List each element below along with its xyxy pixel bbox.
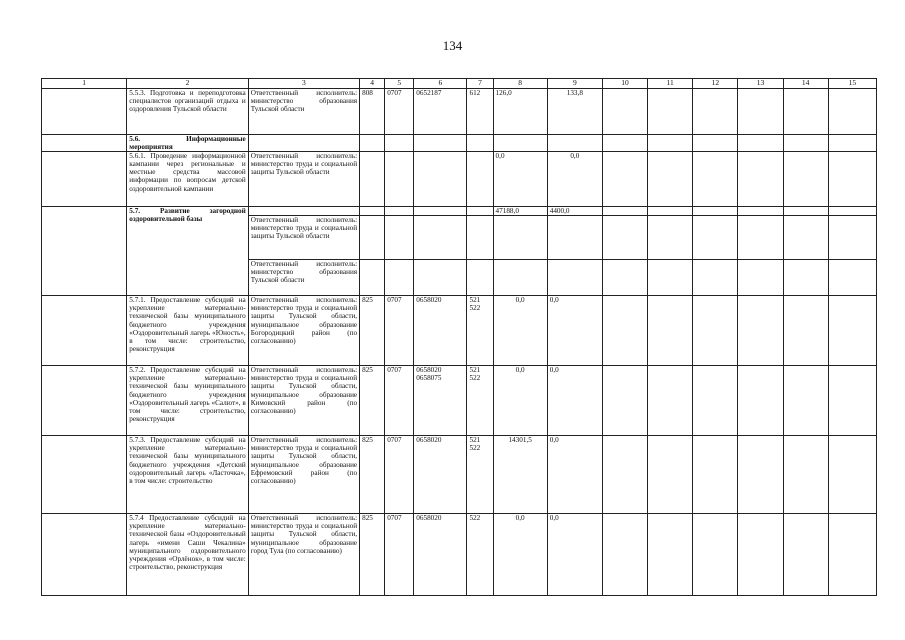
cell-c9: 4400,0: [547, 207, 602, 216]
cell-c4: 825: [360, 436, 385, 514]
item-cell: 5.6.1. Проведение информационной кампании через региональные и местные средства массовой информации по вопросам детской оздоровительной кампании: [127, 152, 248, 207]
cell-c5: 0707: [385, 366, 414, 436]
header-cell: 6: [414, 79, 467, 89]
executor-cell: Ответственный исполнитель: министерство труда и социальной защиты Тульской области, муниципальное образование Ефремовский район (по согласованию): [248, 436, 359, 514]
header-cell: 4: [360, 79, 385, 89]
cell-c8: 0,0: [493, 514, 547, 596]
cell-c4: 825: [360, 366, 385, 436]
header-row: [42, 79, 877, 89]
item-cell: 5.7.2. Предоставление субсидий на укрепление материально-технической базы муниципального бюджетного учреждения «Оздоровительный лагерь «Салют», в том числе: строительство, реконструкция: [127, 366, 248, 436]
cell-c4: 825: [360, 514, 385, 596]
header-cell: 11: [648, 79, 693, 89]
table-row: [42, 152, 877, 207]
cell-c7: 612: [467, 89, 493, 135]
cell-c5: 0707: [385, 514, 414, 596]
executor-cell: Ответственный исполнитель: министерство труда и социальной защиты Тульской области, муниципальное образование город Тула (по согласованию): [248, 514, 359, 596]
cell-c4: 825: [360, 296, 385, 366]
header-cell: 7: [467, 79, 493, 89]
cell-c8: 0,0: [493, 366, 547, 436]
item-cell: 5.5.3. Подготовка и переподготовка специалистов организаций отдыха и оздоровления Тульской области: [127, 89, 248, 135]
table-row: [42, 514, 877, 596]
cell-c6: 0652187: [414, 89, 467, 135]
table-row: [42, 135, 877, 152]
cell-c9: 133,8: [547, 89, 602, 135]
cell-c5: 0707: [385, 296, 414, 366]
cell-c5: 0707: [385, 436, 414, 514]
header-cell: 9: [547, 79, 602, 89]
header-cell: 14: [783, 79, 828, 89]
header-cell: 5: [385, 79, 414, 89]
item-cell: 5.7.1. Предоставление субсидий на укрепление материально-технической базы муниципального бюджетного учреждения «Оздоровительный лагерь «Юность», в том числе: строительство, реконструкция: [127, 296, 248, 366]
cell-c7: 521 522: [467, 296, 493, 366]
table-row: [42, 207, 877, 216]
cell-c6: 0658020 0658075: [414, 366, 467, 436]
cell-c4: 808: [360, 89, 385, 135]
cell-c7: 521 522: [467, 436, 493, 514]
executor-cell: Ответственный исполнитель: министерство труда и социальной защиты Тульской области, муниципальное образование Богородицкий район (по согласованию): [248, 296, 359, 366]
cell-c7: 521 522: [467, 366, 493, 436]
header-cell: 10: [602, 79, 647, 89]
executor-cell: Ответственный исполнитель: министерство образования Тульской области: [248, 89, 359, 135]
header-cell: 15: [828, 79, 876, 89]
cell-c8: 126,0: [493, 89, 547, 135]
cell-c9: 0,0: [547, 514, 602, 596]
item-cell: 5.7.4 Предоставление субсидий на укрепление материально-технической базы «Оздоровительный лагерь «имени Саши Чекалина» муниципального оздоровительного учреждения «Орлёнок», в том числе: строительство, реконструкция: [127, 514, 248, 596]
header-cell: 13: [738, 79, 783, 89]
header-cell: 1: [42, 79, 127, 89]
executor-cell: Ответственный исполнитель: министерство образования Тульской области: [248, 260, 359, 296]
header-cell: 3: [248, 79, 359, 89]
header-cell: 12: [693, 79, 738, 89]
section-heading: 5.6. Информационные мероприятия: [127, 135, 248, 152]
table-row: [42, 366, 877, 436]
cell-c8: 47188,0: [493, 207, 547, 216]
cell-c8: 14301,5: [493, 436, 547, 514]
cell-c8: 0,0: [493, 296, 547, 366]
cell-c9: 0,0: [547, 296, 602, 366]
table-row: [42, 89, 877, 135]
header-cell: 8: [493, 79, 547, 89]
cell-c6: 0658020: [414, 514, 467, 596]
cell-c6: 0658020: [414, 436, 467, 514]
cell-c6: 0658020: [414, 296, 467, 366]
header-cell: 2: [127, 79, 248, 89]
cell-c9: 0,0: [547, 436, 602, 514]
executor-cell: Ответственный исполнитель: министерство труда и социальной защиты Тульской области: [248, 152, 359, 207]
cell-c9: 0,0: [547, 366, 602, 436]
program-table: [41, 78, 877, 596]
item-cell: 5.7.3. Предоставление субсидий на укрепление материально-технической базы муниципального бюджетного учреждения «Детский оздоровительный лагерь «Ласточка», в том числе: строительство: [127, 436, 248, 514]
cell-c5: 0707: [385, 89, 414, 135]
section-heading: 5.7. Развитие загородной оздоровительной базы: [127, 207, 248, 296]
table-row: [42, 436, 877, 514]
table-row: [42, 296, 877, 366]
page-number: 134: [442, 38, 463, 53]
cell-c9: 0,0: [547, 152, 602, 207]
executor-cell: Ответственный исполнитель: министерство труда и социальной защиты Тульской области, муниципальное образование Кимовский район (по согласованию): [248, 366, 359, 436]
cell-c8: 0,0: [493, 152, 547, 207]
cell-c7: 522: [467, 514, 493, 596]
executor-cell: Ответственный исполнитель: министерство труда и социальной защиты Тульской области: [248, 216, 359, 260]
